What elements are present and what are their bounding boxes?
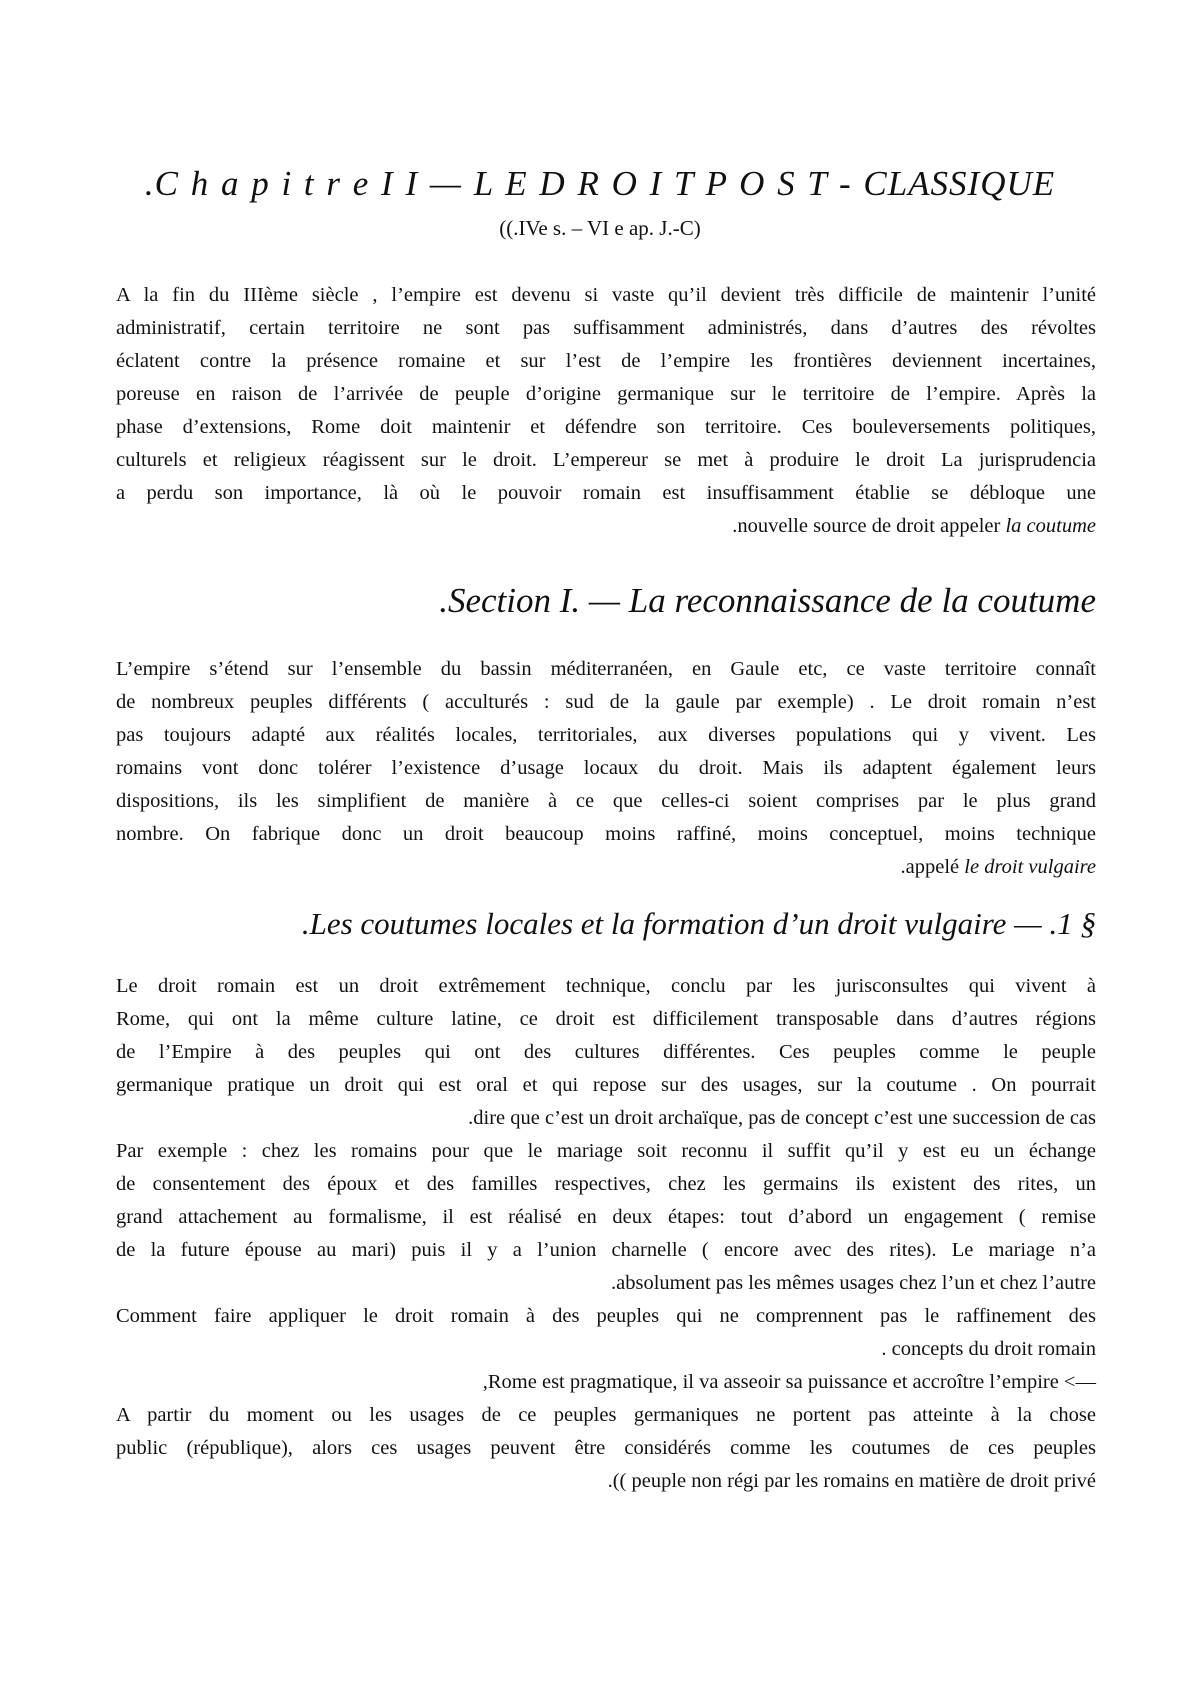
- emphasis-text: le droit vulgaire: [964, 856, 1096, 878]
- text-line: Par exemple : chez les romains pour que le mariage soit reconnu il suffit qu’il y est eu un échange: [116, 1140, 1096, 1162]
- text-line: Rome, qui ont la même culture latine, ce droit est difficilement transposable dans d’autres régions: [116, 1008, 1096, 1030]
- text-line: A partir du moment ou les usages de ce peuples germaniques ne portent pas atteinte à la chose: [116, 1404, 1096, 1426]
- text-line: de la future épouse au mari) puis il y a l’union charnelle ( encore avec des rites). Le mariage n’a: [116, 1239, 1096, 1261]
- text-line-last: .absolument pas les mêmes usages chez l’un et chez l’autre: [611, 1272, 1096, 1294]
- text-line: dispositions, ils les simplifient de manière à ce que celles-ci soient comprises par le plus grand: [116, 790, 1096, 812]
- text-line: public (république), alors ces usages peuvent être considérés comme les coutumes de ces peuples: [116, 1437, 1096, 1459]
- text-line: phase d’extensions, Rome doit maintenir et défendre son territoire. Ces bouleversements politiques,: [116, 416, 1096, 438]
- text-line: de nombreux peuples différents ( acculturés : sud de la gaule par exemple) . Le droit romain n’est: [116, 691, 1096, 713]
- text-line: Comment faire appliquer le droit romain à des peuples qui ne comprennent pas le raffinement des: [116, 1305, 1096, 1327]
- text-line: culturels et religieux réagissent sur le droit. L’empereur se met à produire le droit La jurisprudencia: [116, 449, 1096, 471]
- text-line: de consentement des époux et des familles respectives, chez les germains ils existent des rites, un: [116, 1173, 1096, 1195]
- text-line: de l’Empire à des peuples qui ont des cultures différentes. Ces peuples comme le peuple: [116, 1041, 1096, 1063]
- text-line: pas toujours adapté aux réalités locales, territoriales, aux diverses populations qui y vivent. Les: [116, 724, 1096, 746]
- text-line: grand attachement au formalisme, il est réalisé en deux étapes: tout d’abord un engagement ( remise: [116, 1206, 1096, 1228]
- text-line: éclatent contre la présence romaine et sur l’est de l’empire les frontières deviennent incertaines,: [116, 350, 1096, 372]
- text-fragment: .nouvelle source de droit appeler: [732, 515, 1006, 537]
- emphasis-text: la coutume: [1005, 515, 1096, 537]
- section-title: .Section I. — La reconnaissance de la coutume: [439, 581, 1096, 620]
- text-line: poreuse en raison de l’arrivée de peuple d’origine germanique sur le territoire de l’empire. Après la: [116, 383, 1096, 405]
- text-line: A la fin du IIIème siècle , l’empire est devenu si vaste qu’il devient très difficile de maintenir l’unité: [116, 284, 1096, 306]
- text-line: romains vont donc tolérer l’existence d’usage locaux du droit. Mais ils adaptent également leurs: [116, 757, 1096, 779]
- text-line: Le droit romain est un droit extrêmement technique, conclu par les jurisconsultes qui vivent à: [116, 975, 1096, 997]
- text-line-last: .(( peuple non régi par les romains en matière de droit privé: [607, 1470, 1096, 1492]
- section1-paragraph: [116, 653, 1096, 884]
- text-line-last: [116, 851, 1096, 884]
- intro-paragraph: [116, 279, 1096, 543]
- text-line: administratif, certain territoire ne sont pas suffisamment administrés, dans d’autres des révoltes: [116, 317, 1096, 339]
- chapter-subtitle: ((.IVe s. – VI e ap. J.-C): [499, 216, 701, 240]
- text-fragment: .appelé: [900, 856, 965, 878]
- chapter-title: .C h a p i t r e I I — L E D R O I T P O S T - CLASSIQUE: [144, 164, 1056, 203]
- text-line-last: . concepts du droit romain: [881, 1338, 1096, 1360]
- text-line: nombre. On fabrique donc un droit beaucoup moins raffiné, moins conceptuel, moins technique: [116, 823, 1096, 845]
- arrow-line: ,Rome est pragmatique, il va asseoir sa puissance et accroître l’empire <—: [482, 1371, 1096, 1393]
- text-line-last: [116, 510, 1096, 543]
- paragraph-title: .Les coutumes locales et la formation d’un droit vulgaire — .1 §: [301, 906, 1096, 941]
- text-line: germanique pratique un droit qui est oral et qui repose sur des usages, sur la coutume . On pourrait: [116, 1074, 1096, 1096]
- text-line: L’empire s’étend sur l’ensemble du bassin méditerranéen, en Gaule etc, ce vaste territoire connaît: [116, 658, 1096, 680]
- text-line-last: .dire que c’est un droit archaïque, pas de concept c’est une succession de cas: [468, 1107, 1096, 1129]
- text-line: a perdu son importance, là où le pouvoir romain est insuffisamment établie se débloque une: [116, 482, 1096, 504]
- paragraph1-body: [116, 970, 1096, 1498]
